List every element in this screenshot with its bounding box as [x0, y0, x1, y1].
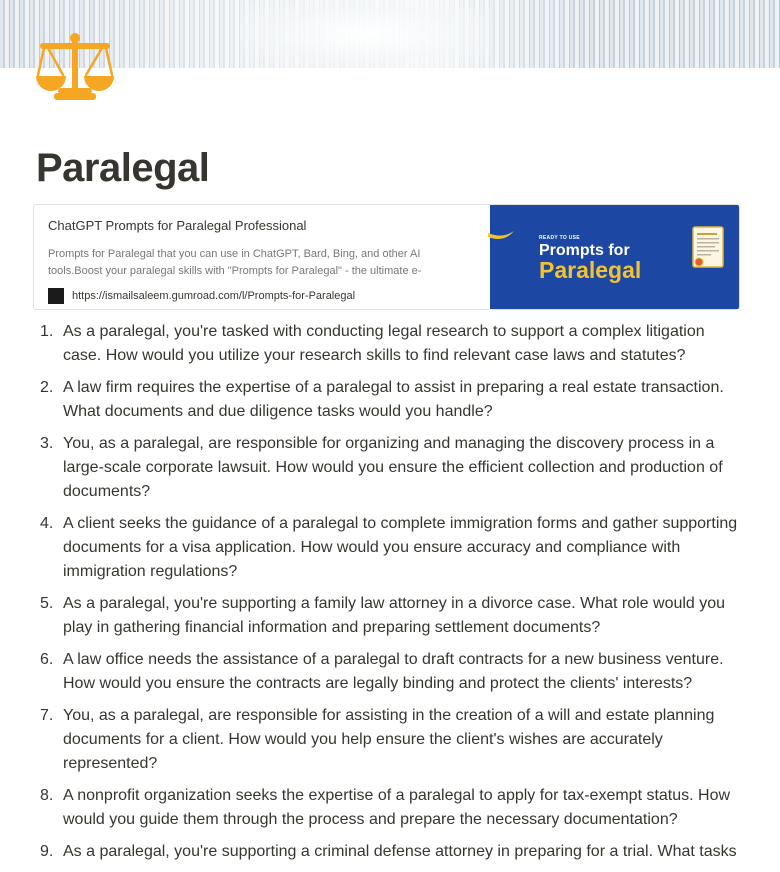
- prompt-list: [35, 320, 740, 872]
- list-item-number: 5.: [40, 595, 54, 612]
- bookmark-title: ChatGPT Prompts for Paralegal Professional: [48, 218, 307, 233]
- bookmark-text: [34, 205, 490, 309]
- list-item-number: 4.: [40, 515, 54, 532]
- list-item-number: 7.: [40, 707, 54, 724]
- list-item-text: You, as a paralegal, are responsible for assisting in the creation of a will and estate planning documents for a client. How would you help ensure the client's wishes are accurately represented?: [63, 707, 715, 772]
- list-item: [35, 376, 740, 424]
- list-item-text: You, as a paralegal, are responsible for organizing and managing the discovery process in a large-scale corporate lawsuit. How would you ensure the efficient collection and production of documents?: [63, 435, 723, 500]
- list-item-text: As a paralegal, you're supporting a criminal defense attorney in preparing for a trial. What tasks: [63, 843, 737, 860]
- list-item-text: A client seeks the guidance of a paralegal to complete immigration forms and gather supporting documents for a visa application. How would you ensure accuracy and compliance with immigration regulations?: [63, 515, 738, 580]
- list-item-text: As a paralegal, you're supporting a family law attorney in a divorce case. What role would you play in gathering financial information and preparing settlement documents?: [63, 595, 726, 636]
- document-certificate-icon: [690, 225, 726, 269]
- bookmark-description: Prompts for Paralegal that you can use in ChatGPT, Bard, Bing, and other AI tools.Boost your paralegal skills with "Prompts for Paralegal" - the ultimate e-: [48, 248, 422, 277]
- list-item: [35, 592, 740, 640]
- list-item-number: 3.: [40, 435, 54, 452]
- list-item: [35, 648, 740, 696]
- bookmark-thumbnail: [490, 205, 739, 310]
- list-item-text: A nonprofit organization seeks the expertise of a paralegal to apply for tax-exempt status. How would you guide them through the process and prepare the necessary documentation?: [63, 787, 731, 828]
- cover-image: [0, 0, 780, 68]
- list-item-number: 6.: [40, 651, 54, 668]
- thumbnail-line-2: Paralegal: [539, 257, 642, 283]
- list-item: [35, 704, 740, 776]
- list-item: [35, 840, 740, 864]
- list-item-text: As a paralegal, you're tasked with conducting legal research to support a complex litigation case. How would you utilize your research skills to find relevant case laws and statutes?: [63, 323, 705, 364]
- list-item: [35, 784, 740, 832]
- bookmark-link[interactable]: [48, 288, 476, 304]
- swoosh-decoration: [488, 229, 514, 241]
- list-item-text: A law office needs the assistance of a paralegal to draft contracts for a new business venture. How would you ensure the contracts are legally binding and protect the clients' interests?: [63, 651, 724, 692]
- list-item-number: 8.: [40, 787, 54, 804]
- list-item-number: 2.: [40, 379, 54, 396]
- list-item-number: 1.: [40, 323, 54, 340]
- list-item-text: A law firm requires the expertise of a paralegal to assist in preparing a real estate transaction. What documents and due diligence tasks would you handle?: [63, 379, 724, 420]
- thumbnail-kicker: READY TO USE: [539, 235, 580, 241]
- list-item-number: 9.: [40, 843, 54, 860]
- gumroad-favicon: [48, 288, 64, 304]
- bookmark-url[interactable]: https://ismailsaleem.gumroad.com/l/Prompts-for-Paralegal: [72, 290, 356, 302]
- cover-highlight: [240, 0, 490, 68]
- balance-scale-icon[interactable]: [34, 30, 116, 102]
- list-item: [35, 512, 740, 584]
- page-title: Paralegal: [36, 146, 210, 190]
- thumbnail-line-1: Prompts for: [539, 242, 630, 259]
- web-bookmark-card[interactable]: [33, 204, 740, 310]
- list-item: [35, 320, 740, 368]
- list-item: [35, 432, 740, 504]
